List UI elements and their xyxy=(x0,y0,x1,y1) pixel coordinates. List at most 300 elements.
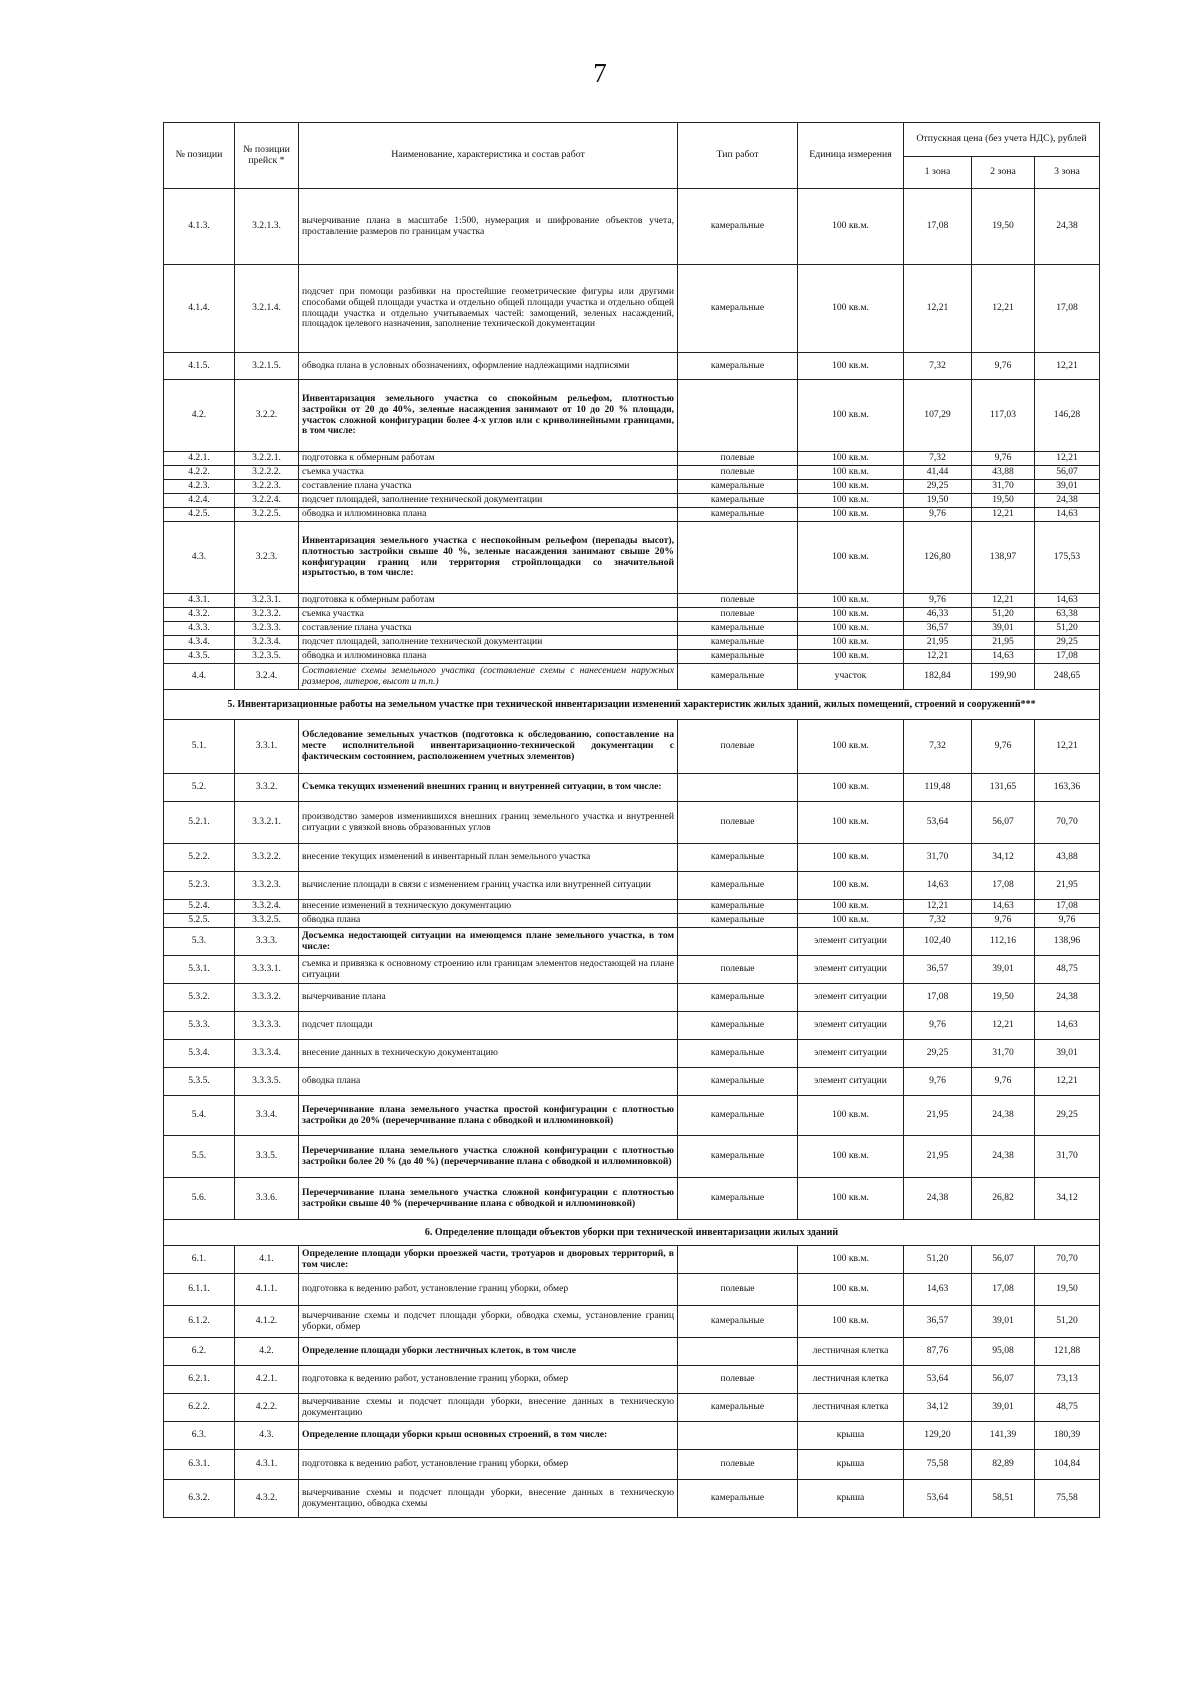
table-row xyxy=(164,720,1100,774)
table-row xyxy=(164,664,1100,690)
work-name-cell: обводка плана xyxy=(299,914,678,928)
unit-cell: 100 кв.м. xyxy=(798,1306,904,1338)
price-zone-1-cell: 87,76 xyxy=(904,1338,972,1366)
unit-cell: 100 кв.м. xyxy=(798,608,904,622)
work-type-cell xyxy=(678,1422,798,1450)
work-type-cell: камеральные xyxy=(678,1068,798,1096)
price-zone-3-cell: 14,63 xyxy=(1035,1012,1100,1040)
pricelist-number-cell: 3.3.4. xyxy=(235,1096,299,1136)
table-row xyxy=(164,265,1100,353)
position-number-cell: 4.2.2. xyxy=(164,466,235,480)
price-zone-1-cell: 53,64 xyxy=(904,802,972,844)
work-name-cell: обводка плана в условных обозначениях, оформление надлежащими надписями xyxy=(299,353,678,380)
position-number-cell: 4.2.4. xyxy=(164,494,235,508)
work-type-cell: полевые xyxy=(678,1450,798,1480)
price-zone-1-cell: 17,08 xyxy=(904,984,972,1012)
section-title: 5. Инвентаризационные работы на земельном участке при технической инвентаризации изменений характеристик жилых зданий, жилых помещений, строений и сооружений*** xyxy=(164,690,1100,720)
work-type-cell xyxy=(678,522,798,594)
table-row xyxy=(164,1480,1100,1518)
work-type-cell: камеральные xyxy=(678,1096,798,1136)
unit-cell: лестничная клетка xyxy=(798,1366,904,1394)
unit-cell: 100 кв.м. xyxy=(798,774,904,802)
price-zone-2-cell: 39,01 xyxy=(972,956,1035,984)
work-name-cell: производство замеров изменившихся внешних границ земельного участка и внутренней ситуации с увязкой вновь образованных углов xyxy=(299,802,678,844)
position-number-cell: 4.3.3. xyxy=(164,622,235,636)
work-type-cell: камеральные xyxy=(678,1040,798,1068)
price-zone-2-cell: 39,01 xyxy=(972,1306,1035,1338)
price-zone-2-cell: 95,08 xyxy=(972,1338,1035,1366)
price-zone-2-cell: 9,76 xyxy=(972,1068,1035,1096)
position-number-cell: 6.2. xyxy=(164,1338,235,1366)
price-zone-2-cell: 24,38 xyxy=(972,1136,1035,1178)
price-zone-3-cell: 48,75 xyxy=(1035,956,1100,984)
unit-cell: лестничная клетка xyxy=(798,1394,904,1422)
price-zone-2-cell: 9,76 xyxy=(972,720,1035,774)
pricelist-number-cell: 3.2.1.3. xyxy=(235,189,299,265)
price-zone-3-cell: 51,20 xyxy=(1035,1306,1100,1338)
position-number-cell: 5.4. xyxy=(164,1096,235,1136)
unit-cell: элемент ситуации xyxy=(798,928,904,956)
unit-cell: элемент ситуации xyxy=(798,1012,904,1040)
position-number-cell: 5.2.4. xyxy=(164,900,235,914)
table-row xyxy=(164,1040,1100,1068)
table-row xyxy=(164,1096,1100,1136)
price-zone-2-cell: 14,63 xyxy=(972,900,1035,914)
pricelist-number-cell: 3.2.3.4. xyxy=(235,636,299,650)
work-name-cell: Перечерчивание плана земельного участка простой конфигурации с плотностью застройки до 20% (перечерчивание плана с обводкой и иллюминовкой) xyxy=(299,1096,678,1136)
price-zone-3-cell: 146,28 xyxy=(1035,380,1100,452)
price-zone-3-cell: 248,65 xyxy=(1035,664,1100,690)
work-type-cell: камеральные xyxy=(678,508,798,522)
unit-cell: 100 кв.м. xyxy=(798,508,904,522)
work-name-cell: обводка плана xyxy=(299,1068,678,1096)
price-zone-2-cell: 9,76 xyxy=(972,353,1035,380)
price-zone-2-cell: 9,76 xyxy=(972,452,1035,466)
unit-cell: 100 кв.м. xyxy=(798,636,904,650)
unit-cell: элемент ситуации xyxy=(798,1068,904,1096)
unit-cell: 100 кв.м. xyxy=(798,452,904,466)
price-zone-3-cell: 138,96 xyxy=(1035,928,1100,956)
position-number-cell: 6.1. xyxy=(164,1246,235,1274)
work-name-cell: Определение площади уборки лестничных клеток, в том числе xyxy=(299,1338,678,1366)
work-type-cell: камеральные xyxy=(678,900,798,914)
unit-cell: 100 кв.м. xyxy=(798,594,904,608)
page-number: 7 xyxy=(593,58,607,88)
price-zone-1-cell: 14,63 xyxy=(904,1274,972,1306)
work-name-cell: вычерчивание схемы и подсчет площади уборки, обводка схемы, установление границ уборки, обмер xyxy=(299,1306,678,1338)
position-number-cell: 4.3.4. xyxy=(164,636,235,650)
pricelist-number-cell: 3.2.1.4. xyxy=(235,265,299,353)
work-type-cell: полевые xyxy=(678,1274,798,1306)
pricelist-number-cell: 3.2.4. xyxy=(235,664,299,690)
price-zone-2-cell: 39,01 xyxy=(972,622,1035,636)
price-zone-3-cell: 17,08 xyxy=(1035,650,1100,664)
unit-cell: 100 кв.м. xyxy=(798,466,904,480)
position-number-cell: 4.1.5. xyxy=(164,353,235,380)
position-number-cell: 5.2.5. xyxy=(164,914,235,928)
price-zone-1-cell: 9,76 xyxy=(904,1068,972,1096)
table-row xyxy=(164,466,1100,480)
unit-cell: 100 кв.м. xyxy=(798,265,904,353)
pricelist-number-cell: 3.3.3.5. xyxy=(235,1068,299,1096)
unit-cell: элемент ситуации xyxy=(798,956,904,984)
price-zone-2-cell: 17,08 xyxy=(972,872,1035,900)
pricelist-number-cell: 3.3.2.3. xyxy=(235,872,299,900)
work-name-cell: подготовка к ведению работ, установление границ уборки, обмер xyxy=(299,1450,678,1480)
work-type-cell: полевые xyxy=(678,956,798,984)
pricelist-number-cell: 4.3. xyxy=(235,1422,299,1450)
price-zone-1-cell: 182,84 xyxy=(904,664,972,690)
table-row xyxy=(164,452,1100,466)
price-zone-3-cell: 34,12 xyxy=(1035,1178,1100,1220)
pricelist-number-cell: 4.2.1. xyxy=(235,1366,299,1394)
work-name-cell: вычерчивание схемы и подсчет площади уборки, внесение данных в техническую документацию, обводка схемы xyxy=(299,1480,678,1518)
price-zone-3-cell: 56,07 xyxy=(1035,466,1100,480)
price-zone-3-cell: 12,21 xyxy=(1035,720,1100,774)
table-header xyxy=(164,123,1100,189)
unit-cell: 100 кв.м. xyxy=(798,494,904,508)
pricelist-number-cell: 3.2.2.4. xyxy=(235,494,299,508)
unit-cell: 100 кв.м. xyxy=(798,622,904,636)
price-zone-1-cell: 102,40 xyxy=(904,928,972,956)
work-name-cell: Определение площади уборки проезжей части, тротуаров и дворовых территорий, в том числе: xyxy=(299,1246,678,1274)
price-zone-1-cell: 19,50 xyxy=(904,494,972,508)
pricelist-number-cell: 3.3.2.2. xyxy=(235,844,299,872)
price-zone-1-cell: 9,76 xyxy=(904,594,972,608)
unit-cell: 100 кв.м. xyxy=(798,872,904,900)
work-type-cell: полевые xyxy=(678,1366,798,1394)
price-zone-1-cell: 9,76 xyxy=(904,508,972,522)
pricelist-number-cell: 4.1.1. xyxy=(235,1274,299,1306)
unit-cell: 100 кв.м. xyxy=(798,522,904,594)
work-name-cell: внесение текущих изменений в инвентарный план земельного участка xyxy=(299,844,678,872)
price-zone-3-cell: 17,08 xyxy=(1035,900,1100,914)
price-zone-2-cell: 31,70 xyxy=(972,480,1035,494)
header-unit: Единица измерения xyxy=(798,123,904,189)
work-name-cell: подготовка к ведению работ, установление границ уборки, обмер xyxy=(299,1274,678,1306)
pricelist-number-cell: 3.2.1.5. xyxy=(235,353,299,380)
table-row xyxy=(164,353,1100,380)
price-zone-2-cell: 138,97 xyxy=(972,522,1035,594)
price-zone-3-cell: 24,38 xyxy=(1035,984,1100,1012)
section-title: 6. Определение площади объектов уборки при технической инвентаризации жилых зданий xyxy=(164,1220,1100,1246)
pricelist-number-cell: 4.2. xyxy=(235,1338,299,1366)
work-name-cell: вычерчивание плана xyxy=(299,984,678,1012)
work-type-cell: камеральные xyxy=(678,1136,798,1178)
unit-cell: 100 кв.м. xyxy=(798,900,904,914)
price-zone-2-cell: 12,21 xyxy=(972,1012,1035,1040)
position-number-cell: 4.2.3. xyxy=(164,480,235,494)
unit-cell: крыша xyxy=(798,1450,904,1480)
pricelist-number-cell: 3.3.6. xyxy=(235,1178,299,1220)
price-zone-3-cell: 70,70 xyxy=(1035,1246,1100,1274)
unit-cell: 100 кв.м. xyxy=(798,1096,904,1136)
position-number-cell: 4.3.5. xyxy=(164,650,235,664)
price-zone-1-cell: 9,76 xyxy=(904,1012,972,1040)
price-table-container xyxy=(163,122,1099,1518)
unit-cell: элемент ситуации xyxy=(798,984,904,1012)
work-type-cell: полевые xyxy=(678,466,798,480)
price-zone-2-cell: 39,01 xyxy=(972,1394,1035,1422)
work-type-cell: камеральные xyxy=(678,1012,798,1040)
table-row xyxy=(164,1178,1100,1220)
price-zone-3-cell: 104,84 xyxy=(1035,1450,1100,1480)
position-number-cell: 4.3.2. xyxy=(164,608,235,622)
unit-cell: элемент ситуации xyxy=(798,1040,904,1068)
table-row xyxy=(164,900,1100,914)
header-price: Отпускная цена (без учета НДС), рублей xyxy=(904,123,1100,157)
price-zone-3-cell: 12,21 xyxy=(1035,1068,1100,1096)
work-name-cell: Инвентаризация земельного участка со спокойным рельефом, плотностью застройки от 20 до 40%, зеленые насаждения занимают от 10 до 20 % площади, участок сложной конфигурации более 4-х углов или с криволинейными границами, в том числе: xyxy=(299,380,678,452)
work-type-cell: полевые xyxy=(678,802,798,844)
pricelist-number-cell: 4.3.2. xyxy=(235,1480,299,1518)
position-number-cell: 4.2.5. xyxy=(164,508,235,522)
pricelist-number-cell: 3.3.3.1. xyxy=(235,956,299,984)
table-row xyxy=(164,802,1100,844)
position-number-cell: 5.3.2. xyxy=(164,984,235,1012)
table-row xyxy=(164,508,1100,522)
price-zone-2-cell: 19,50 xyxy=(972,189,1035,265)
price-zone-2-cell: 58,51 xyxy=(972,1480,1035,1518)
pricelist-number-cell: 3.3.2.5. xyxy=(235,914,299,928)
position-number-cell: 5.3.1. xyxy=(164,956,235,984)
unit-cell: 100 кв.м. xyxy=(798,1246,904,1274)
position-number-cell: 6.1.2. xyxy=(164,1306,235,1338)
pricelist-number-cell: 3.3.2. xyxy=(235,774,299,802)
table-row xyxy=(164,522,1100,594)
price-zone-1-cell: 36,57 xyxy=(904,622,972,636)
price-zone-2-cell: 19,50 xyxy=(972,984,1035,1012)
work-type-cell xyxy=(678,928,798,956)
work-name-cell: составление плана участка xyxy=(299,622,678,636)
work-name-cell: Досъемка недостающей ситуации на имеющемся плане земельного участка, в том числе: xyxy=(299,928,678,956)
pricelist-number-cell: 4.3.1. xyxy=(235,1450,299,1480)
table-row xyxy=(164,380,1100,452)
price-zone-2-cell: 56,07 xyxy=(972,1246,1035,1274)
work-type-cell: камеральные xyxy=(678,1480,798,1518)
price-zone-3-cell: 14,63 xyxy=(1035,594,1100,608)
unit-cell: 100 кв.м. xyxy=(798,353,904,380)
position-number-cell: 5.6. xyxy=(164,1178,235,1220)
work-type-cell: камеральные xyxy=(678,622,798,636)
table-row xyxy=(164,494,1100,508)
price-zone-3-cell: 24,38 xyxy=(1035,494,1100,508)
price-zone-1-cell: 53,64 xyxy=(904,1480,972,1518)
price-zone-3-cell: 31,70 xyxy=(1035,1136,1100,1178)
price-zone-2-cell: 19,50 xyxy=(972,494,1035,508)
work-name-cell: Перечерчивание плана земельного участка сложной конфигурации с плотностью застройки более 20 % (до 40 %) (перечерчивание плана с обводкой и иллюминовкой) xyxy=(299,1136,678,1178)
pricelist-number-cell: 3.2.2. xyxy=(235,380,299,452)
price-zone-3-cell: 12,21 xyxy=(1035,452,1100,466)
price-zone-3-cell: 175,53 xyxy=(1035,522,1100,594)
position-number-cell: 5.3.3. xyxy=(164,1012,235,1040)
pricelist-number-cell: 4.2.2. xyxy=(235,1394,299,1422)
price-zone-3-cell: 39,01 xyxy=(1035,480,1100,494)
price-zone-1-cell: 46,33 xyxy=(904,608,972,622)
pricelist-number-cell: 3.2.2.1. xyxy=(235,452,299,466)
section-header-row xyxy=(164,690,1100,720)
price-zone-3-cell: 39,01 xyxy=(1035,1040,1100,1068)
position-number-cell: 5.5. xyxy=(164,1136,235,1178)
table-row xyxy=(164,594,1100,608)
price-zone-2-cell: 12,21 xyxy=(972,265,1035,353)
work-type-cell: полевые xyxy=(678,594,798,608)
table-row xyxy=(164,1246,1100,1274)
work-name-cell: съемка участка xyxy=(299,608,678,622)
work-name-cell: Перечерчивание плана земельного участка сложной конфигурации с плотностью застройки свыше 40 % (перечерчивание плана с обводкой и иллюминовкой) xyxy=(299,1178,678,1220)
work-name-cell: подсчет площадей, заполнение технической документации xyxy=(299,494,678,508)
price-zone-1-cell: 53,64 xyxy=(904,1366,972,1394)
position-number-cell: 5.2.1. xyxy=(164,802,235,844)
work-name-cell: съемка и привязка к основному строению или границам элементов недостающей на плане ситуации xyxy=(299,956,678,984)
work-type-cell: полевые xyxy=(678,608,798,622)
work-type-cell: камеральные xyxy=(678,494,798,508)
price-zone-1-cell: 21,95 xyxy=(904,1136,972,1178)
work-name-cell: съемка участка xyxy=(299,466,678,480)
position-number-cell: 6.2.2. xyxy=(164,1394,235,1422)
price-zone-1-cell: 36,57 xyxy=(904,956,972,984)
price-zone-1-cell: 12,21 xyxy=(904,900,972,914)
price-zone-1-cell: 119,48 xyxy=(904,774,972,802)
price-zone-3-cell: 19,50 xyxy=(1035,1274,1100,1306)
price-zone-1-cell: 7,32 xyxy=(904,452,972,466)
price-zone-3-cell: 21,95 xyxy=(1035,872,1100,900)
price-zone-1-cell: 36,57 xyxy=(904,1306,972,1338)
work-type-cell: камеральные xyxy=(678,1178,798,1220)
table-row xyxy=(164,622,1100,636)
unit-cell: участок xyxy=(798,664,904,690)
price-zone-1-cell: 41,44 xyxy=(904,466,972,480)
table-row xyxy=(164,480,1100,494)
position-number-cell: 5.3.5. xyxy=(164,1068,235,1096)
price-zone-3-cell: 75,58 xyxy=(1035,1480,1100,1518)
work-type-cell: камеральные xyxy=(678,844,798,872)
work-name-cell: подготовка к обмерным работам xyxy=(299,452,678,466)
work-name-cell: вычерчивание схемы и подсчет площади уборки, внесение данных в техническую документацию xyxy=(299,1394,678,1422)
price-zone-2-cell: 9,76 xyxy=(972,914,1035,928)
price-zone-2-cell: 34,12 xyxy=(972,844,1035,872)
pricelist-number-cell: 3.3.3.4. xyxy=(235,1040,299,1068)
price-zone-2-cell: 14,63 xyxy=(972,650,1035,664)
position-number-cell: 4.1.4. xyxy=(164,265,235,353)
table-row xyxy=(164,1306,1100,1338)
position-number-cell: 5.3. xyxy=(164,928,235,956)
price-zone-1-cell: 129,20 xyxy=(904,1422,972,1450)
unit-cell: 100 кв.м. xyxy=(798,189,904,265)
price-zone-2-cell: 56,07 xyxy=(972,802,1035,844)
work-type-cell: камеральные xyxy=(678,265,798,353)
work-name-cell: подготовка к ведению работ, установление границ уборки, обмер xyxy=(299,1366,678,1394)
position-number-cell: 6.3.2. xyxy=(164,1480,235,1518)
work-name-cell: вычисление площади в связи с изменением границ участка или внутренней ситуации xyxy=(299,872,678,900)
work-type-cell xyxy=(678,1246,798,1274)
work-name-cell: обводка и иллюминовка плана xyxy=(299,508,678,522)
position-number-cell: 4.3. xyxy=(164,522,235,594)
table-row xyxy=(164,914,1100,928)
unit-cell: 100 кв.м. xyxy=(798,844,904,872)
price-zone-3-cell: 63,38 xyxy=(1035,608,1100,622)
work-name-cell: подсчет площадей, заполнение технической документации xyxy=(299,636,678,650)
pricelist-number-cell: 3.2.3. xyxy=(235,522,299,594)
price-zone-2-cell: 112,16 xyxy=(972,928,1035,956)
table-row xyxy=(164,956,1100,984)
work-name-cell: вычерчивание плана в масштабе 1:500, нумерация и шифрование объектов учета, проставление размеров по границам участка xyxy=(299,189,678,265)
pricelist-number-cell: 4.1. xyxy=(235,1246,299,1274)
table-body xyxy=(164,189,1100,1518)
pricelist-number-cell: 3.3.3.3. xyxy=(235,1012,299,1040)
work-name-cell: внесение изменений в техническую документацию xyxy=(299,900,678,914)
table-row xyxy=(164,608,1100,622)
pricelist-number-cell: 3.2.3.3. xyxy=(235,622,299,636)
table-row xyxy=(164,636,1100,650)
work-name-cell: обводка и иллюминовка плана xyxy=(299,650,678,664)
price-zone-1-cell: 29,25 xyxy=(904,480,972,494)
price-zone-2-cell: 26,82 xyxy=(972,1178,1035,1220)
table-row xyxy=(164,774,1100,802)
table-row xyxy=(164,1450,1100,1480)
work-name-cell: Определение площади уборки крыш основных строений, в том числе: xyxy=(299,1422,678,1450)
price-zone-1-cell: 31,70 xyxy=(904,844,972,872)
price-zone-3-cell: 121,88 xyxy=(1035,1338,1100,1366)
position-number-cell: 6.2.1. xyxy=(164,1366,235,1394)
work-type-cell: полевые xyxy=(678,720,798,774)
pricelist-number-cell: 3.2.2.5. xyxy=(235,508,299,522)
pricelist-number-cell: 3.2.3.5. xyxy=(235,650,299,664)
unit-cell: 100 кв.м. xyxy=(798,650,904,664)
position-number-cell: 6.3. xyxy=(164,1422,235,1450)
price-zone-3-cell: 9,76 xyxy=(1035,914,1100,928)
position-number-cell: 4.4. xyxy=(164,664,235,690)
work-type-cell: камеральные xyxy=(678,914,798,928)
price-zone-2-cell: 12,21 xyxy=(972,508,1035,522)
pricelist-number-cell: 3.2.3.2. xyxy=(235,608,299,622)
work-type-cell: полевые xyxy=(678,452,798,466)
price-zone-2-cell: 51,20 xyxy=(972,608,1035,622)
price-zone-1-cell: 21,95 xyxy=(904,1096,972,1136)
price-zone-1-cell: 12,21 xyxy=(904,265,972,353)
table-row xyxy=(164,872,1100,900)
header-work-type: Тип работ xyxy=(678,123,798,189)
header-position-number: № позиции xyxy=(164,123,235,189)
header-zone-3: 3 зона xyxy=(1035,157,1100,189)
work-type-cell: камеральные xyxy=(678,984,798,1012)
position-number-cell: 6.3.1. xyxy=(164,1450,235,1480)
work-name-cell: Инвентаризация земельного участка с неспокойным рельефом (перепады высот), плотностью застройки свыше 40 %, зеленые насаждения занимают свыше 20% конфигурации границ или территория стройплощадки со значительной изрытостью, в том числе: xyxy=(299,522,678,594)
unit-cell: 100 кв.м. xyxy=(798,802,904,844)
pricelist-number-cell: 3.3.2.4. xyxy=(235,900,299,914)
table-row xyxy=(164,928,1100,956)
price-zone-1-cell: 7,32 xyxy=(904,914,972,928)
price-zone-1-cell: 24,38 xyxy=(904,1178,972,1220)
work-name-cell: подсчет площади xyxy=(299,1012,678,1040)
table-row xyxy=(164,984,1100,1012)
price-zone-2-cell: 43,88 xyxy=(972,466,1035,480)
price-zone-3-cell: 29,25 xyxy=(1035,1096,1100,1136)
work-name-cell: Обследование земельных участков (подготовка к обследованию, сопоставление на месте исполнительной инвентаризационно-технической документации с фактическим состоянием, расположением учетных элементов) xyxy=(299,720,678,774)
price-zone-2-cell: 21,95 xyxy=(972,636,1035,650)
work-type-cell xyxy=(678,380,798,452)
price-zone-3-cell: 70,70 xyxy=(1035,802,1100,844)
price-zone-1-cell: 51,20 xyxy=(904,1246,972,1274)
pricelist-number-cell: 3.3.3.2. xyxy=(235,984,299,1012)
work-type-cell xyxy=(678,774,798,802)
price-zone-3-cell: 24,38 xyxy=(1035,189,1100,265)
unit-cell: крыша xyxy=(798,1480,904,1518)
position-number-cell: 5.2.2. xyxy=(164,844,235,872)
work-type-cell: камеральные xyxy=(678,1306,798,1338)
work-type-cell: камеральные xyxy=(678,650,798,664)
work-type-cell: камеральные xyxy=(678,1394,798,1422)
